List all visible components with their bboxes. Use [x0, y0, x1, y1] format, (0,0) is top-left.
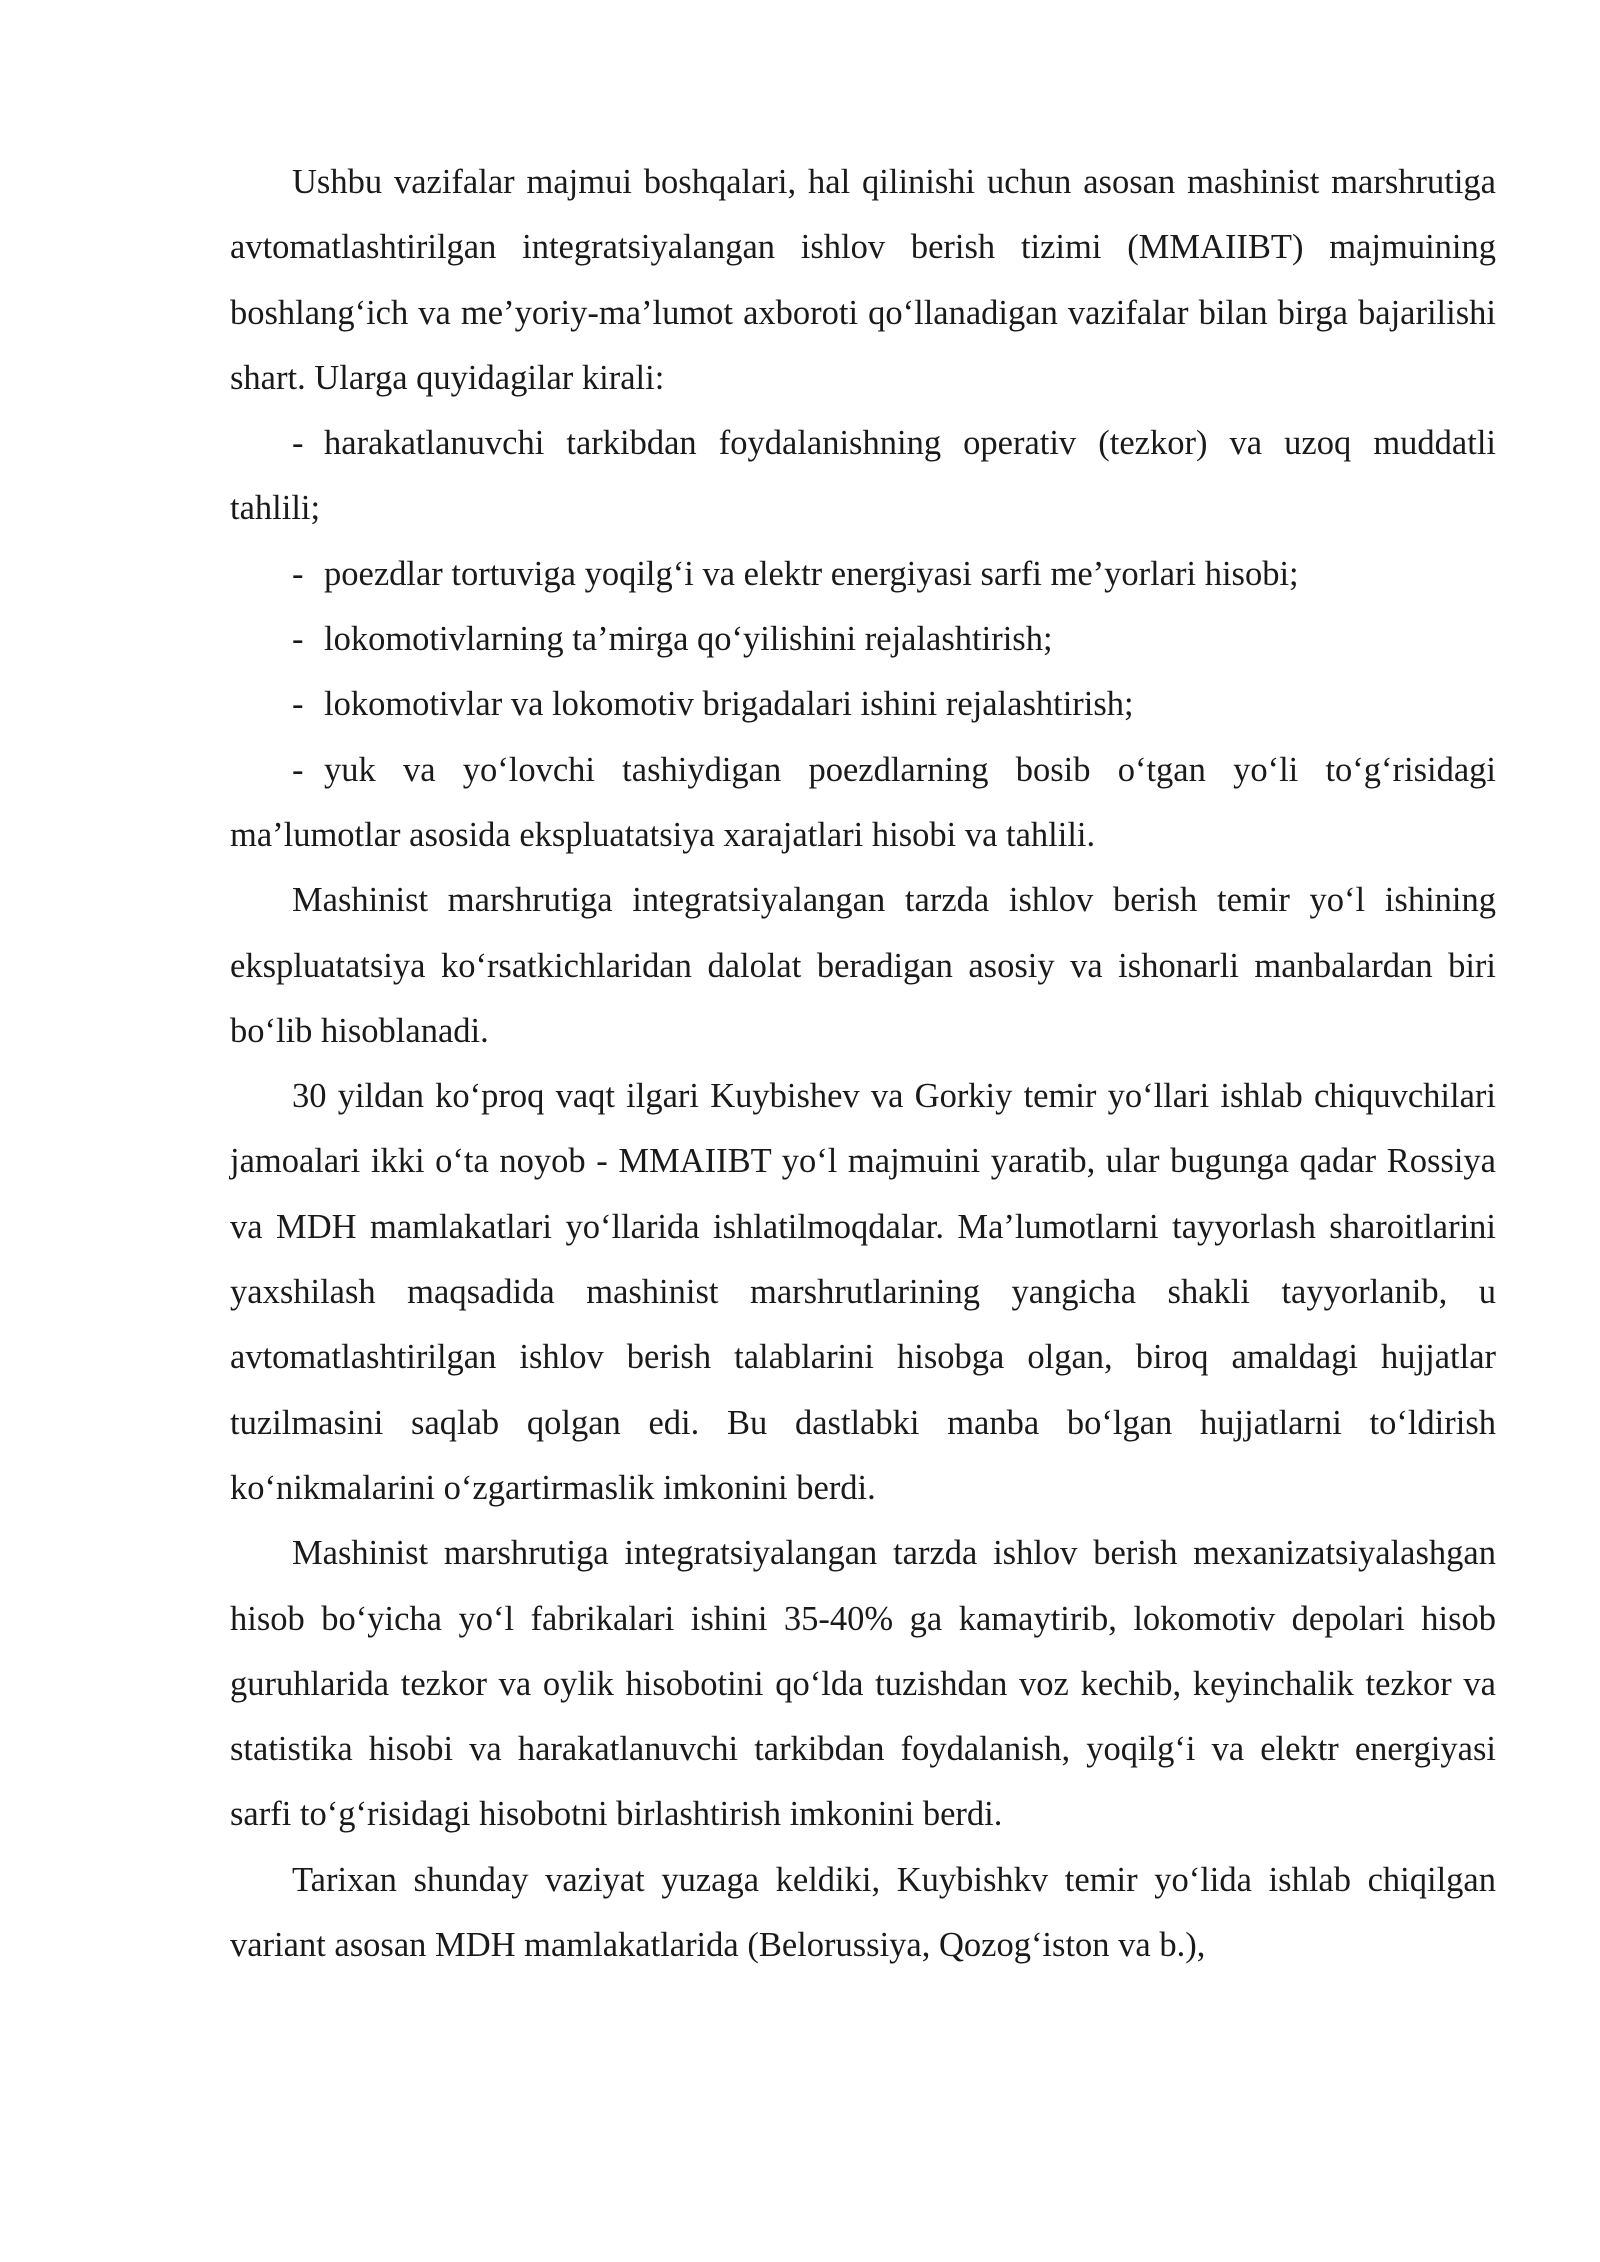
list-item	[230, 411, 1496, 542]
list-item	[230, 607, 1496, 672]
task-list	[230, 411, 1496, 868]
list-item-text: harakatlanuvchi tarkibdan foydalanishning operativ (tezkor) va uzoq muddatli tahlili;	[230, 424, 1496, 528]
list-item-text: lokomotivlarning ta’mirga qo‘yilishini rejalashtirish;	[324, 620, 1053, 659]
list-marker: -	[292, 750, 304, 789]
list-item-text: lokomotivlar va lokomotiv brigadalari ishini rejalashtirish;	[324, 685, 1134, 724]
list-marker: -	[292, 620, 304, 659]
paragraph-benefits: Mashinist marshrutiga integratsiyalangan tarzda ishlov berish mexanizatsiyalashgan hisob bo‘yicha yo‘l fabrikalari ishini 35-40% ga kamaytirib, lokomotiv depolari hisob guruhlarida tezkor va oylik hisobotini qo‘lda tuzishdan voz kechib, keyinchalik tezkor va statistika hisobi va harakatlanuvchi tarkibdan foydalanish, yoqilg‘i va elektr energiyasi sarfi to‘g‘risidagi hisobotni birlashtirish imkonini berdi.	[230, 1534, 1496, 1834]
paragraph-history: 30 yildan ko‘proq vaqt ilgari Kuybishev va Gorkiy temir yo‘llari ishlab chiquvchilari jamoalari ikki o‘ta noyob - MMAIIBT yo‘l majmuini yaratib, ular bugunga qadar Rossiya va MDH mamlakatlari yo‘llarida ishlatilmoqdalar. Ma’lumotlarni tayyorlash sharoitlarini yaxshilash maqsadida mashinist marshrutlarining yangicha shakli tayyorlanib, u avtomatlashtirilgan ishlov berish talablarini hisobga olgan, biroq amaldagi hujjatlar tuzilmasini saqlab qolgan edi. Bu dastlabki manba bo‘lgan hujjatlarni to‘ldirish ko‘nikmalarini o‘zgartirmaslik imkonini berdi.	[230, 1077, 1496, 1507]
list-item	[230, 738, 1496, 869]
list-item	[230, 542, 1496, 607]
paragraph-conclusion: Tarixan shunday vaziyat yuzaga keldiki, Kuybishkv temir yo‘lida ishlab chiqilgan variant asosan MDH mamlakatlarida (Belorussiya, Qozog‘iston va b.),	[230, 1860, 1496, 1965]
list-marker: -	[292, 685, 304, 724]
list-item	[230, 672, 1496, 737]
list-marker: -	[292, 554, 304, 593]
list-item-text: yuk va yo‘lovchi tashiydigan poezdlarning bosib o‘tgan yo‘li to‘g‘risidagi ma’lumotlar asosida ekspluatatsiya xarajatlari hisobi va tahlili.	[230, 750, 1496, 854]
list-item-text: poezdlar tortuviga yoqilg‘i va elektr energiyasi sarfi me’yorlari hisobi;	[324, 554, 1299, 593]
paragraph-intro: Ushbu vazifalar majmui boshqalari, hal qilinishi uchun asosan mashinist marshrutiga avtomatlashtirilgan integratsiyalangan ishlov berish tizimi (MMAIIBT) majmuining boshlang‘ich va me’yoriy-ma’lumot axboroti qo‘llanadigan vazifalar bilan birga bajarilishi shart. Ularga quyidagilar kirali:	[230, 163, 1496, 397]
document-page	[230, 150, 1496, 1978]
paragraph-source: Mashinist marshrutiga integratsiyalangan tarzda ishlov berish temir yo‘l ishining ekspluatatsiya ko‘rsatkichlaridan dalolat beradigan asosiy va ishonarli manbalardan biri bo‘lib hisoblanadi.	[230, 881, 1496, 1050]
list-marker: -	[292, 424, 304, 463]
